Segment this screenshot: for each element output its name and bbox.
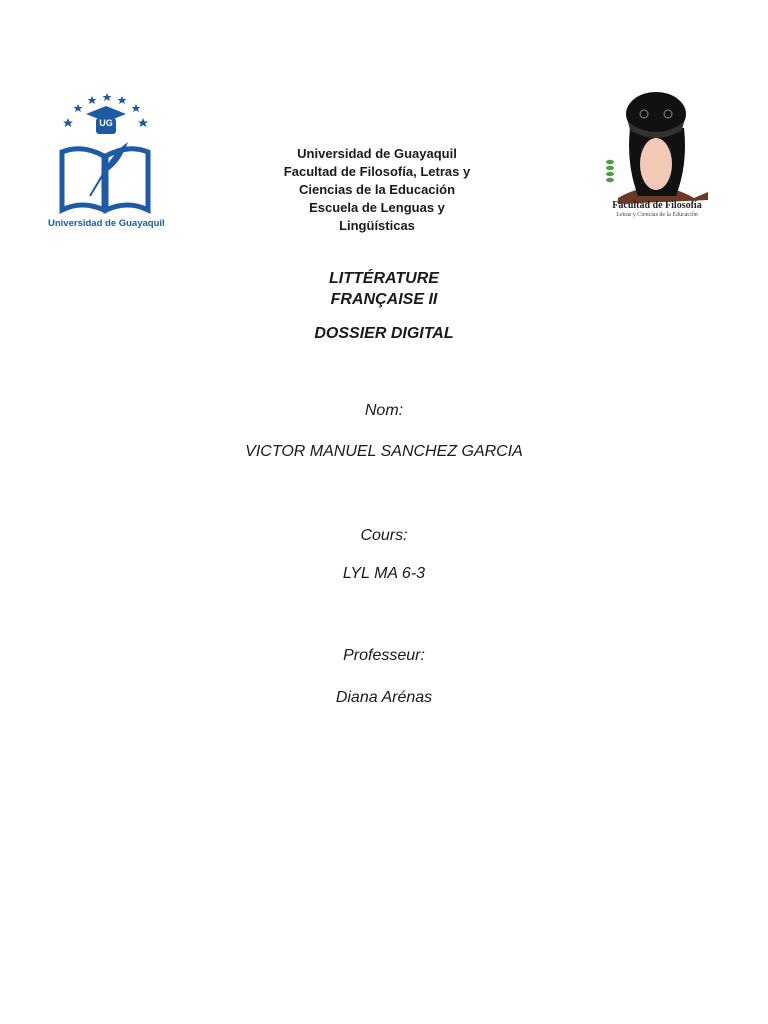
professeur-value: Diana Arénas <box>335 689 433 706</box>
header-line-university: Universidad de Guayaquil <box>297 146 457 161</box>
ug-crest-icon <box>48 92 165 234</box>
universidad-de-guayaquil-logo <box>48 92 165 234</box>
header-line-school: Escuela de Lenguas y <box>309 200 445 215</box>
title-line-1: LITTÉRATURE <box>329 270 439 287</box>
universidad-de-guayaquil-caption: Universidad de Guayaquil <box>48 218 165 229</box>
faculty-logo-subtitle: Letras y Ciencias de la Educación <box>616 212 698 218</box>
header-line-sciences: Ciencias de la Educación <box>298 182 456 197</box>
nom-label: Nom: <box>364 402 404 419</box>
nom-value: VICTOR MANUEL SANCHEZ GARCIA <box>245 443 523 460</box>
header-line-linguistics: Lingüísticas <box>339 218 415 233</box>
cours-value: LYL MA 6-3 <box>342 565 426 582</box>
faculty-logo-title: Facultad de Filosofía <box>612 200 702 211</box>
cours-label: Cours: <box>360 527 408 544</box>
title-line-2: FRANÇAISE II <box>330 291 438 308</box>
facultad-de-filosofia-logo <box>596 88 718 220</box>
header-line-faculty: Facultad de Filosofía, Letras y <box>283 164 471 179</box>
professeur-label: Professeur: <box>343 647 425 664</box>
ug-monogram: UG <box>99 118 113 128</box>
institution-header <box>262 145 492 235</box>
title-subtitle: DOSSIER DIGITAL <box>314 325 454 342</box>
document-title <box>234 268 534 344</box>
